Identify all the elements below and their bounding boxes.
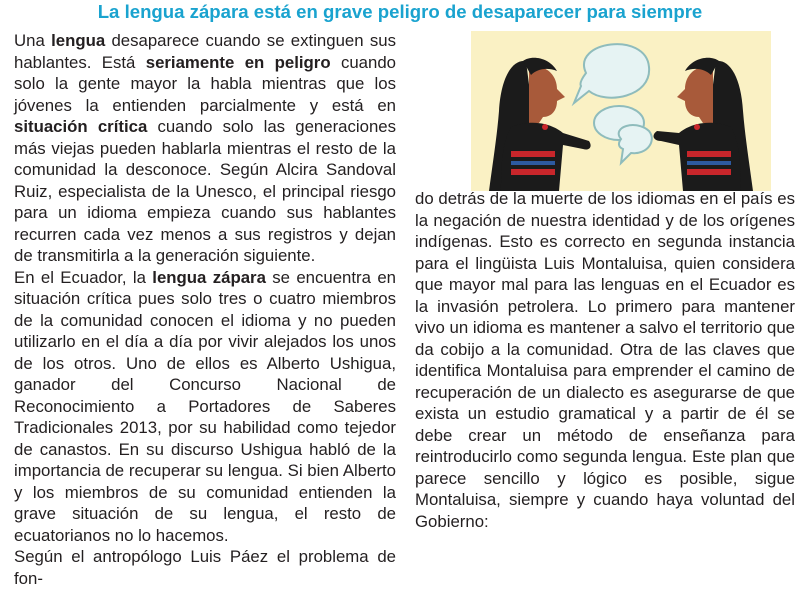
right-woman-figure bbox=[654, 58, 753, 191]
left-column bbox=[14, 30, 396, 589]
right-column bbox=[415, 188, 795, 532]
left-woman-figure bbox=[489, 58, 591, 191]
two-women-talking-icon bbox=[471, 31, 771, 191]
paragraph-2: En el Ecuador, la lengua zápara se encuentra en situación crítica pues solo tres o cuatro miembros de la comunidad conocen el idioma y no pueden utilizarlo en el día a día por vivir alejados los unos de los otros. Uno de ellos es Alberto Ushigua, ganador del Concurso Nacional de Reconocimiento a Portadores de Saberes Tradicionales 2013, por su habilidad como tejedor de canastos. En su discurso Ushigua habló de la importancia de recuperar su lengua. Si bien Alberto y los miembros de su comunidad entienden la grave situación de su lengua, el resto de ecuatorianos no lo hacemos. bbox=[14, 267, 396, 545]
paragraph-3: Según el antropólogo Luis Páez el problema de fon- bbox=[14, 547, 396, 588]
paragraph-1: Una lengua desaparece cuando se extinguen sus hablantes. Está seriamente en peligro cuando solo la gente mayor la habla mientras que los jóvenes la entienden parcialmente y está en situación crítica cuando solo las generaciones más viejas pueden hablarla mientras el resto de la comunidad la desconoce. Según Alcira Sandoval Ruiz, especialista de la Unesco, el principal riesgo para un idioma empieza cuando sus hablantes recurren cada vez menos a sus registros y dejan de transmitirla a la generación siguiente. bbox=[14, 31, 397, 265]
paragraph-4: do detrás de la muerte de los idiomas en el país es la negación de nuestra identidad y de los orígenes indígenas. Esto es correcto en segunda instancia para el lingüista Luis Montaluisa, quien considera que mayor mal para las lenguas en el Ecuador es la invasión petrolera. Lo primero para mantener vivo un idioma es mantener a salvo el territorio que da cobijo a la comunidad. Otra de las claves que identifica Montaluisa para emprender el camino de recuperación de un dialecto es asegurarse de que exista un estudio gramatical y a partir de él se debe crear un método de enseñanza para reintroducirlo como segunda lengua. Este plan que parece sencillo y lógico es posible, sigue Montaluisa, siempre y cuando haya voluntad del Gobierno: bbox=[415, 189, 795, 531]
speech-bubble-right-icon bbox=[619, 125, 652, 163]
speech-bubble-left-icon bbox=[574, 44, 649, 103]
page-title: La lengua zápara está en grave peligro de desaparecer para siempre bbox=[97, 1, 703, 22]
